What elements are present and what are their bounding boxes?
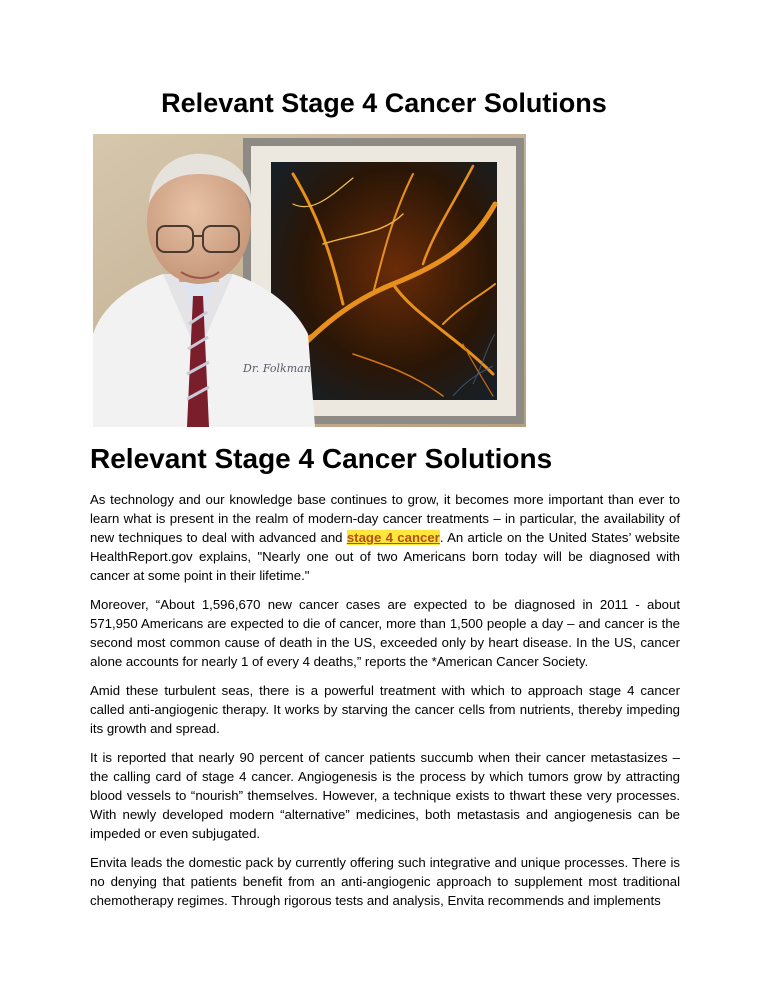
article-body: [90, 490, 680, 920]
paragraph-3: Amid these turbulent seas, there is a powerful treatment with which to approach stage 4 cancer called anti-angiogenic therapy. It works by starving the cancer cells from nutrients, thereby impeding its growth and spread.: [90, 683, 680, 736]
paragraph-1: As technology and our knowledge base continues to grow, it becomes more important than ever to learn what is present in the realm of modern-day cancer treatments – in particular, the availability of new techniques to deal with advanced and stage 4 cancer. An article on the United States’ website HealthReport.gov explains, "Nearly one out of two Americans born today will be diagnosed with cancer at some point in their lifetime.": [90, 492, 680, 583]
article-heading: Relevant Stage 4 Cancer Solutions: [90, 443, 553, 474]
paragraph-5: Envita leads the domestic pack by currently offering such integrative and unique processes. There is no denying that patients benefit from an anti-angiogenic approach to supplement most traditional chemotherapy regimes. Through rigorous tests and analysis, Envita recommends and implements: [90, 855, 680, 908]
page-title: Relevant Stage 4 Cancer Solutions: [161, 88, 607, 118]
doctor-photo: [93, 134, 526, 427]
stage-4-cancer-link[interactable]: stage 4 cancer: [346, 530, 440, 545]
paragraph-4: It is reported that nearly 90 percent of cancer patients succumb when their cancer metastasizes – the calling card of stage 4 cancer. Angiogenesis is the process by which tumors grow by attracting blood vessels to “nourish” themselves. However, a technique exists to thwart these very processes. With newly developed modern “alternative” medicines, both metastasis and angiogenesis can be impeded or even subjugated.: [90, 750, 680, 841]
paragraph-2: Moreover, “About 1,596,670 new cancer cases are expected to be diagnosed in 2011 - about 571,950 Americans are expected to die of cancer, more than 1,500 people a day – and cancer is the second most common cause of death in the US, exceeded only by heart disease. In the US, cancer alone accounts for nearly 1 of every 4 deaths,” reports the *American Cancer Society.: [90, 597, 680, 669]
coat-name: Dr. Folkman: [243, 362, 311, 375]
